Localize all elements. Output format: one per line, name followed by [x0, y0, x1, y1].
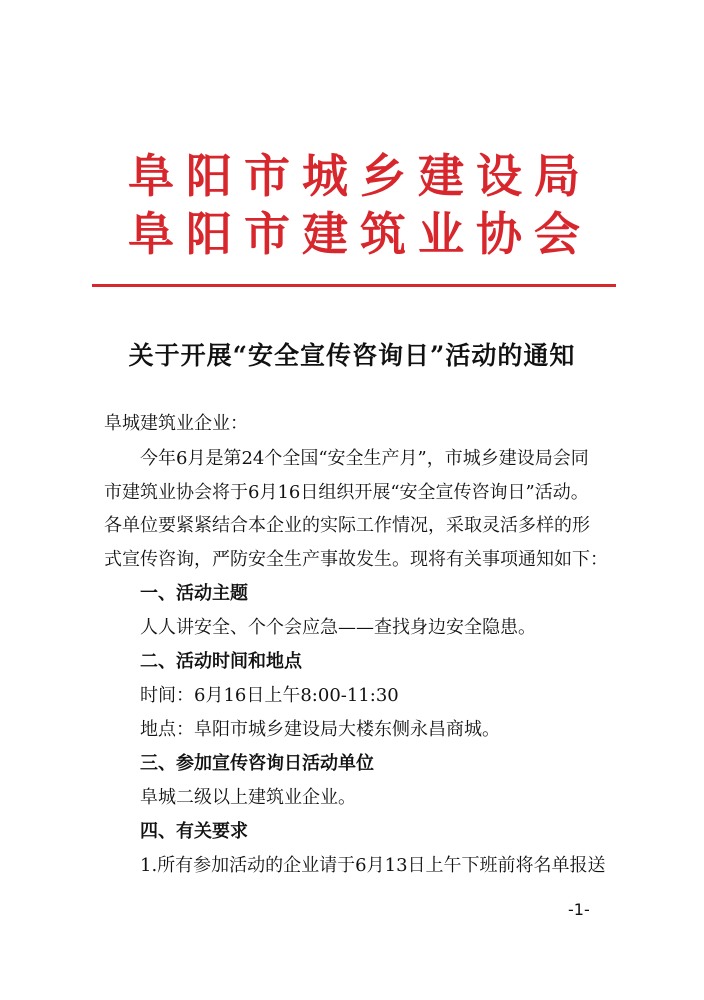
header-org-2: 阜阳市建筑业协会: [128, 207, 592, 261]
header-org-1: 阜阳市城乡建设局: [128, 149, 592, 203]
body-line-1: 今年6月是第24个全国“安全生产月”，市城乡建设局会同: [140, 448, 589, 469]
body-line-3: 各单位要紧紧结合本企业的实际工作情况，采取灵活多样的形: [104, 515, 590, 536]
section-4-item-1: 1.所有参加活动的企业请于6月13日上午下班前将名单报送: [140, 855, 606, 876]
section-4-heading: 四、有关要求: [140, 821, 248, 842]
addressee: 阜城建筑业企业：: [104, 413, 248, 434]
section-2-heading: 二、活动时间和地点: [140, 651, 302, 672]
document-title: 关于开展“安全宣传咨询日”活动的通知: [128, 341, 576, 370]
body-line-2: 市建筑业协会将于6月16日组织开展“安全宣传咨询日”活动。: [104, 482, 589, 503]
body-line-4: 式宣传咨询，严防安全生产事故发生。现将有关事项通知如下：: [104, 549, 608, 570]
section-2-place: 地点：阜阳市城乡建设局大楼东侧永昌商城。: [140, 719, 500, 740]
section-2-time: 时间：6月16日上午8:00-11:30: [140, 685, 399, 706]
section-3-text: 阜城二级以上建筑业企业。: [140, 787, 356, 808]
section-1-heading: 一、活动主题: [140, 583, 248, 604]
red-divider: [92, 284, 616, 287]
section-1-text: 人人讲安全、个个会应急——查找身边安全隐患。: [140, 617, 536, 638]
section-3-heading: 三、参加宣传咨询日活动单位: [140, 753, 374, 774]
page-number: -1-: [568, 900, 590, 919]
